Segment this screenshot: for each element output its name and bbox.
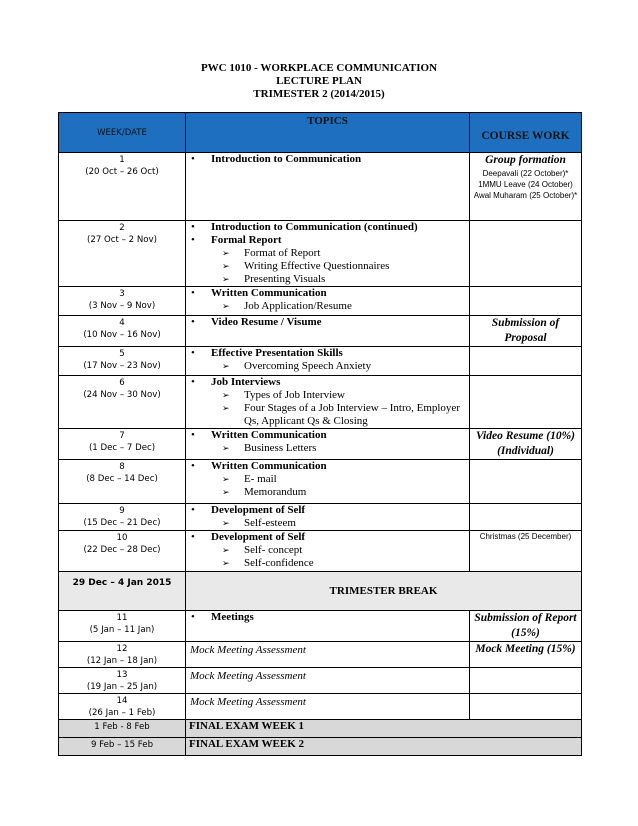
topic-bullet [186, 316, 469, 329]
subtopic-text: Self- concept [244, 544, 303, 556]
exam-dates: 1 Feb - 8 Feb [94, 722, 150, 732]
bullet-icon: • [191, 460, 195, 472]
week-date-range: (3 Nov – 9 Nov) [88, 301, 156, 311]
week-number: 7 [119, 431, 125, 441]
table-row [59, 347, 582, 376]
week-date-range: (22 Dec – 28 Dec) [83, 545, 161, 555]
week-date-range: (8 Dec – 14 Dec) [86, 474, 158, 484]
subtopic [186, 442, 469, 455]
bullet-icon: • [191, 504, 195, 516]
topic-text: Written Communication [211, 429, 327, 441]
arrow-bullet-icon: ➢ [222, 443, 230, 453]
topics-cell [186, 347, 470, 376]
bullet-icon: • [191, 611, 195, 623]
table-row [59, 153, 582, 221]
table-header-row [59, 113, 582, 153]
week-number: 9 [119, 506, 125, 516]
week-date-range: (26 Jan – 1 Feb) [88, 708, 156, 718]
topics-cell [186, 720, 582, 738]
week-number: 13 [116, 670, 128, 680]
subtopic [186, 557, 469, 570]
arrow-bullet-icon: ➢ [222, 248, 230, 258]
subtopic-text: Presenting Visuals [244, 273, 326, 285]
week-date-range: (15 Dec – 21 Dec) [83, 518, 161, 528]
week-number: 6 [119, 378, 125, 388]
topics-cell [186, 376, 470, 429]
course-work-cell [470, 611, 582, 642]
course-work-cell [470, 221, 582, 287]
arrow-bullet-icon: ➢ [222, 274, 230, 284]
course-work-cell [470, 316, 582, 347]
course-title: PWC 1010 - WORKPLACE COMMUNICATION [200, 62, 438, 74]
topic-bullet [186, 429, 469, 442]
topic-bullet [186, 504, 469, 517]
bullet-icon: • [191, 347, 195, 359]
topics-cell [186, 611, 470, 642]
table-row [59, 460, 582, 504]
topic-text: Introduction to Communication (continued) [211, 221, 418, 233]
subtopic [186, 360, 469, 373]
exam-label: FINAL EXAM WEEK 1 [189, 720, 305, 732]
table-row [59, 668, 582, 694]
subtopic-text: Self-confidence [244, 557, 314, 569]
topic-bullet [186, 221, 469, 234]
course-work-cell [470, 460, 582, 504]
topics-cell [186, 287, 470, 316]
week-number: 10 [116, 533, 128, 543]
table-row [59, 504, 582, 531]
subtopic-text: Types of Job Interview [244, 389, 345, 401]
subtopic-text: Four Stages of a Job Interview – Intro, Employer Qs, Applicant Qs & Closing [244, 402, 460, 427]
topics-cell [186, 460, 470, 504]
arrow-bullet-icon: ➢ [222, 361, 230, 371]
topics-cell [186, 642, 470, 668]
trimester-title: TRIMESTER 2 (2014/2015) [253, 88, 385, 100]
subtopic [186, 544, 469, 557]
table-row [59, 429, 582, 460]
bullet-icon: • [191, 531, 195, 543]
topic-text: Written Communication [211, 287, 327, 299]
exam-row [59, 720, 582, 738]
week-cell [59, 287, 186, 316]
week-number: 4 [119, 318, 125, 328]
table-row [59, 287, 582, 316]
calendar-note: 1MMU Leave (24 October) [478, 180, 573, 189]
week-number: 5 [119, 349, 125, 359]
topics-cell [186, 694, 470, 720]
exam-label: FINAL EXAM WEEK 2 [189, 738, 305, 750]
subtopic-text: E- mail [244, 473, 277, 485]
topic-text: Video Resume / Visume [211, 316, 322, 328]
week-date-range: (5 Jan – 11 Jan) [89, 625, 155, 635]
week-cell [59, 694, 186, 720]
topic-bullet [186, 531, 469, 544]
topics-cell [186, 738, 582, 756]
week-number: 12 [116, 644, 128, 654]
week-date-range: (19 Jan – 25 Jan) [86, 682, 158, 692]
course-work-cell [470, 429, 582, 460]
topic-bullet [186, 287, 469, 300]
topic-text: Development of Self [211, 531, 306, 543]
subtopic [186, 300, 469, 313]
week-cell [59, 611, 186, 642]
subtopic-text: Format of Report [244, 247, 321, 259]
topic-text: Introduction to Communication [211, 153, 362, 165]
arrow-bullet-icon: ➢ [222, 403, 230, 413]
exam-row [59, 738, 582, 756]
break-row [59, 572, 582, 611]
course-work-cell [470, 531, 582, 572]
topic-text: Development of Self [211, 504, 306, 516]
header-course-work: COURSE WORK [470, 113, 582, 153]
subtopic-text: Self-esteem [244, 517, 296, 529]
week-date-range: (1 Dec – 7 Dec) [88, 443, 156, 453]
arrow-bullet-icon: ➢ [222, 474, 230, 484]
course-work-text: Submission of Proposal [491, 317, 560, 344]
topic-text: Written Communication [211, 460, 327, 472]
course-work-cell [470, 642, 582, 668]
arrow-bullet-icon: ➢ [222, 301, 230, 311]
topics-cell [186, 316, 470, 347]
week-number: 8 [119, 462, 125, 472]
subtopic [186, 247, 469, 260]
calendar-note: Deepavali (22 October)* [482, 169, 569, 178]
subtopic [186, 486, 469, 499]
subtopic-text: Job Application/Resume [244, 300, 352, 312]
subtopic [186, 402, 469, 428]
week-cell [59, 642, 186, 668]
topic-text: Formal Report [211, 234, 282, 246]
topic-bullet [186, 234, 469, 247]
subtopic [186, 389, 469, 402]
break-dates: 29 Dec – 4 Jan 2015 [72, 578, 172, 588]
week-cell [59, 572, 186, 611]
week-cell [59, 347, 186, 376]
week-number: 11 [116, 613, 128, 623]
topic-bullet [186, 460, 469, 473]
topics-cell [186, 572, 582, 611]
topics-cell [186, 668, 470, 694]
topics-cell [186, 504, 470, 531]
subtopic-text: Overcoming Speech Anxiety [244, 360, 372, 372]
week-cell [59, 668, 186, 694]
week-cell [59, 738, 186, 756]
subtopic [186, 517, 469, 530]
table-row [59, 376, 582, 429]
topic-bullet [186, 347, 469, 360]
topics-cell [186, 531, 470, 572]
subtopic-text: Memorandum [244, 486, 307, 498]
week-cell [59, 460, 186, 504]
bullet-icon: • [191, 153, 195, 165]
bullet-icon: • [191, 287, 195, 299]
week-date-range: (20 Oct – 26 Oct) [85, 167, 159, 177]
subtopic [186, 260, 469, 273]
week-cell [59, 531, 186, 572]
week-number: 3 [119, 289, 125, 299]
lecture-plan-table [58, 112, 582, 756]
header-topics: TOPICS [186, 113, 470, 153]
subtopic-text: Business Letters [244, 442, 317, 454]
week-cell [59, 504, 186, 531]
topic-bullet [186, 611, 469, 624]
arrow-bullet-icon: ➢ [222, 487, 230, 497]
course-work-text: Mock Meeting (15%) [475, 643, 576, 655]
week-number: 1 [119, 155, 125, 165]
topic-bullet [186, 153, 469, 166]
week-cell [59, 429, 186, 460]
topic-plain: Mock Meeting Assessment [190, 644, 306, 656]
week-date-range: (27 Oct – 2 Nov) [87, 235, 157, 245]
course-work-cell [470, 347, 582, 376]
week-cell [59, 720, 186, 738]
table-row [59, 531, 582, 572]
calendar-note: Awal Muharam (25 October)* [473, 191, 578, 200]
week-date-range: (17 Nov – 23 Nov) [83, 361, 161, 371]
exam-dates: 9 Feb – 15 Feb [90, 740, 154, 750]
course-work-cell [470, 153, 582, 221]
arrow-bullet-icon: ➢ [222, 261, 230, 271]
topics-cell [186, 429, 470, 460]
subtopic [186, 473, 469, 486]
course-work-cell [470, 287, 582, 316]
table-row [59, 611, 582, 642]
topic-bullet [186, 376, 469, 389]
table-row [59, 694, 582, 720]
break-label: TRIMESTER BREAK [329, 584, 438, 597]
subtopic-text: Writing Effective Questionnaires [244, 260, 390, 272]
week-date-range: (24 Nov – 30 Nov) [83, 390, 161, 400]
table-row [59, 221, 582, 287]
course-work-cell [470, 694, 582, 720]
calendar-note: Christmas (25 December) [479, 532, 572, 541]
topic-text: Meetings [211, 611, 254, 623]
bullet-icon: • [191, 221, 195, 233]
course-work-text: Submission of Report (15%) [474, 612, 577, 639]
arrow-bullet-icon: ➢ [222, 390, 230, 400]
course-work-cell [470, 376, 582, 429]
bullet-icon: • [191, 316, 195, 328]
course-work-text: Video Resume (10%) (Individual) [475, 430, 576, 457]
course-work-cell [470, 504, 582, 531]
bullet-icon: • [191, 429, 195, 441]
table-row [59, 642, 582, 668]
topic-text: Effective Presentation Skills [211, 347, 343, 359]
week-date-range: (10 Nov – 16 Nov) [83, 330, 161, 340]
subtopic [186, 273, 469, 286]
arrow-bullet-icon: ➢ [222, 545, 230, 555]
week-number: 2 [119, 223, 125, 233]
arrow-bullet-icon: ➢ [222, 518, 230, 528]
week-number: 14 [116, 696, 128, 706]
topic-text: Job Interviews [211, 376, 281, 388]
week-cell [59, 316, 186, 347]
week-cell [59, 153, 186, 221]
week-cell [59, 221, 186, 287]
topics-cell [186, 221, 470, 287]
plan-title: LECTURE PLAN [276, 75, 362, 87]
table-row [59, 316, 582, 347]
header-week-date: WEEK/DATE [59, 113, 186, 153]
topics-cell [186, 153, 470, 221]
week-date-range: (12 Jan – 18 Jan) [86, 656, 158, 666]
topic-plain: Mock Meeting Assessment [190, 696, 306, 708]
topic-plain: Mock Meeting Assessment [190, 670, 306, 682]
bullet-icon: • [191, 234, 195, 246]
course-work-text: Group formation [485, 154, 566, 166]
week-cell [59, 376, 186, 429]
arrow-bullet-icon: ➢ [222, 558, 230, 568]
document-header [0, 62, 638, 101]
course-work-cell [470, 668, 582, 694]
bullet-icon: • [191, 376, 195, 388]
